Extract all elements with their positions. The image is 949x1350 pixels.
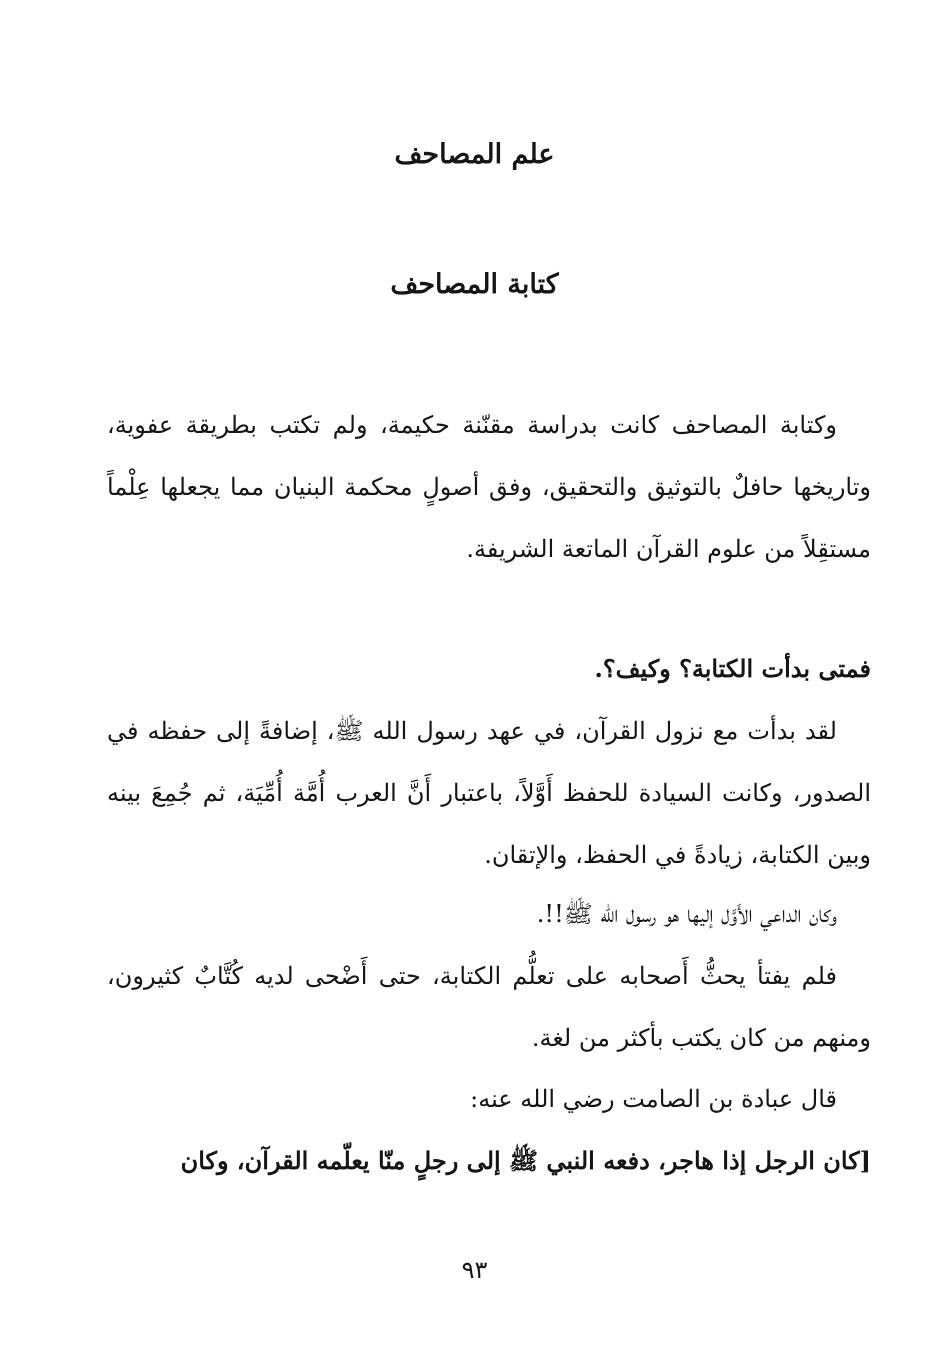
writing-began-paragraph: لقد بدأت مع نزول القرآن، في عهد رسول الله ﷺ، إضافةً إلى حفظه في الصدور، وكانت السيادة للحفظ أَوَّلاً، باعتبار أَنَّ العرب أُمَّة أُمِّيَة، ثم جُمِعَ بينه وبين الكتابة، زيادةً في الحفظ، والإتقان. xyxy=(107,717,871,869)
section-title: كتابة المصاحف xyxy=(390,269,559,300)
page-number: ٩٣ xyxy=(461,1256,488,1284)
intro-paragraph: وكتابة المصاحف كانت بدراسة مقنّنة حكيمة، ولم تكتب بطريقة عفوية، وتاريخها حافلٌ بالتوثيق والتحقيق، وفق أصولٍ محكمة البنيان مما يجعلها عِلْماً مستقِلاً من علوم القرآن الماتعة الشريفة. xyxy=(107,411,871,563)
ubada-quote-intro: قال عبادة بن الصامت رضي الله عنه: xyxy=(470,1085,837,1113)
first-caller-paragraph: وكان الداعي الأَوَّل إليها هو رسول الله ﷺ!!. xyxy=(536,900,837,928)
question-heading: فمتى بدأت الكتابة؟ وكيف؟. xyxy=(594,654,871,683)
hadith-quote: [كان الرجل إذا هاجر، دفعه النبي ﷺ إلى رجلٍ منّا يعلّمه القرآن، وكان xyxy=(180,1146,871,1175)
teaching-writing-paragraph: فلم يفتأ يحثُّ أَصحابه على تعلُّم الكتابة، حتى أَضْحى لديه كُتَّابٌ كثيرون، ومنهم من كان يكتب بأكثر من لغة. xyxy=(107,962,871,1052)
chapter-title: علم المصاحف xyxy=(394,139,555,170)
